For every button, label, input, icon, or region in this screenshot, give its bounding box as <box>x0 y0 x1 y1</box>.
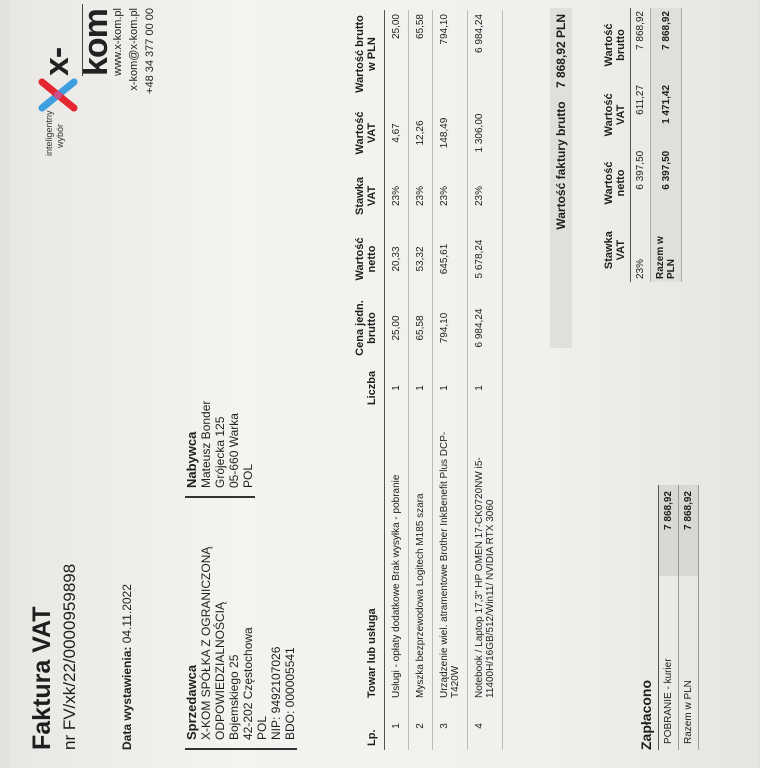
items-header-row <box>350 10 385 750</box>
cell-vat: 148,49 <box>433 98 468 168</box>
vat-net: 6 397,50 <box>631 148 651 218</box>
invoice-number: nr FV/xk/22/0000959898 <box>60 563 79 750</box>
col-header-lp: Lp. <box>350 702 385 750</box>
table-row <box>409 10 433 750</box>
buyer-line: 05-660 Warka <box>227 413 241 488</box>
buyer-line: Mateusz Bonder <box>199 400 213 488</box>
paid-value: 7 868,92 <box>659 485 679 576</box>
cell-lp: 2 <box>409 702 433 750</box>
cell-gross: 65,58 <box>409 10 433 98</box>
col-header-gross: Wartość brutto w PLN <box>350 10 385 98</box>
cell-vat-rate: 23% <box>385 168 409 224</box>
vat-row <box>631 8 651 282</box>
vat-summary-table <box>600 8 682 282</box>
invoice-total <box>550 8 572 348</box>
seller-line: BDO: 000005541 <box>283 647 297 740</box>
cell-product: Notebook / Laptop 17,3" HP OMEN 17-CK0720NW i5-11400H/16GB/512/Win11/ NVIDIA RTX 3060 <box>468 414 503 702</box>
logo-tagline-2: wybór <box>55 124 65 149</box>
items-table <box>350 10 503 750</box>
cell-qty: 1 <box>433 362 468 414</box>
cell-qty: 1 <box>385 362 409 414</box>
company-website: www.x-kom.pl <box>112 8 124 76</box>
vat-col-net: Wartość netto <box>600 148 631 218</box>
seller-heading: Sprzedawca <box>184 664 199 740</box>
col-header-qty: Liczba <box>350 362 385 414</box>
vat-gross: 7 868,92 <box>651 8 682 82</box>
col-header-net: Wartość netto <box>350 224 385 294</box>
invoice-paper <box>10 0 758 768</box>
seller-line: X-KOM SPÓŁKA Z OGRANICZONĄ <box>199 546 213 740</box>
cell-gross: 25,00 <box>385 10 409 98</box>
cell-unit-gross: 794,10 <box>433 294 468 362</box>
logo-underline <box>82 4 83 76</box>
vat-header-row <box>600 8 631 282</box>
issue-date-value: 04.11.2022 <box>120 584 134 644</box>
seller-line: POL <box>255 715 269 740</box>
col-header-product: Towar lub usługa <box>350 414 385 702</box>
seller-line: 42-202 Częstochowa <box>241 627 255 740</box>
vat-vat: 1 471,42 <box>651 82 682 148</box>
company-phone: +48 34 377 00 00 <box>144 8 156 94</box>
paid-table <box>658 485 699 750</box>
cell-net: 645,61 <box>433 224 468 294</box>
col-header-unit-gross: Cena jedn. brutto <box>350 294 385 362</box>
logo-wordmark: x-kom <box>38 9 115 76</box>
company-contact <box>110 8 158 156</box>
invoice-page <box>10 0 758 768</box>
invoice-total-label: Wartość faktury brutto <box>554 101 568 230</box>
paid-value: 7 868,92 <box>679 485 699 576</box>
cell-vat: 4,67 <box>385 98 409 168</box>
cell-vat: 1 306,00 <box>468 98 503 168</box>
logo-tagline <box>44 110 66 156</box>
cell-product: Myszka bezprzewodowa Logitech M185 szara <box>409 414 433 702</box>
vat-rate: 23% <box>631 218 651 282</box>
cell-net: 5 678,24 <box>468 224 503 294</box>
cell-net: 20,33 <box>385 224 409 294</box>
vat-col-rate: Stawka VAT <box>600 218 631 282</box>
cell-gross: 6 984,24 <box>468 10 503 98</box>
col-header-vat: Wartość VAT <box>350 98 385 168</box>
cell-vat-rate: 23% <box>468 168 503 224</box>
cell-qty: 1 <box>468 362 503 414</box>
vat-net: 6 397,50 <box>651 148 682 218</box>
x-mark-icon <box>36 78 80 112</box>
seller-block <box>185 520 297 750</box>
cell-vat-rate: 23% <box>433 168 468 224</box>
logo-tagline-1: inteligentny <box>44 110 54 156</box>
vat-col-gross: Wartość brutto <box>600 8 631 82</box>
paid-label: Razem w PLN <box>679 576 699 750</box>
issue-date-line <box>120 584 134 750</box>
buyer-line: POL <box>241 463 255 488</box>
buyer-line: Grójecka 125 <box>213 416 227 488</box>
issue-date-label: Data wystawienia: <box>120 646 134 750</box>
cell-unit-gross: 25,00 <box>385 294 409 362</box>
table-row <box>468 10 503 750</box>
seller-line: NIP: 9492107026 <box>269 646 283 740</box>
paid-label: POBRANIE - kurier <box>659 576 679 750</box>
cell-lp: 1 <box>385 702 409 750</box>
buyer-block <box>185 288 255 498</box>
cell-lp: 4 <box>468 702 503 750</box>
seller-line: Bojemskiego 25 <box>227 654 241 740</box>
cell-vat-rate: 23% <box>409 168 433 224</box>
cell-unit-gross: 6 984,24 <box>468 294 503 362</box>
paid-row <box>659 485 679 750</box>
cell-gross: 794,10 <box>433 10 468 98</box>
vat-gross: 7 868,92 <box>631 8 651 82</box>
seller-line: ODPOWIEDZIALNOŚCIĄ <box>213 601 227 740</box>
paid-heading: Zapłacono <box>638 679 654 750</box>
paid-row <box>679 485 699 750</box>
cell-qty: 1 <box>409 362 433 414</box>
cell-product: Usługi - opłaty dodatkowe Brak wysyłka - pobranie <box>385 414 409 702</box>
vat-vat: 611,27 <box>631 82 651 148</box>
cell-vat: 12,26 <box>409 98 433 168</box>
table-row <box>433 10 468 750</box>
buyer-heading: Nabywca <box>184 431 199 488</box>
cell-product: Urządzenie wiel. atramentowe Brother InkBenefit Plus DCP-T420W <box>433 414 468 702</box>
cell-net: 53,32 <box>409 224 433 294</box>
vat-total-row <box>651 8 682 282</box>
vat-rate: Razem w PLN <box>651 218 682 282</box>
table-row <box>385 10 409 750</box>
invoice-total-value: 7 868,92 PLN <box>554 14 568 89</box>
col-header-vat-rate: Stawka VAT <box>350 168 385 224</box>
vat-col-vat: Wartość VAT <box>600 82 631 148</box>
company-email: x-kom@x-kom.pl <box>128 8 140 91</box>
cell-unit-gross: 65,58 <box>409 294 433 362</box>
xkom-logo <box>36 6 115 156</box>
cell-lp: 3 <box>433 702 468 750</box>
invoice-title: Faktura VAT <box>28 606 56 750</box>
